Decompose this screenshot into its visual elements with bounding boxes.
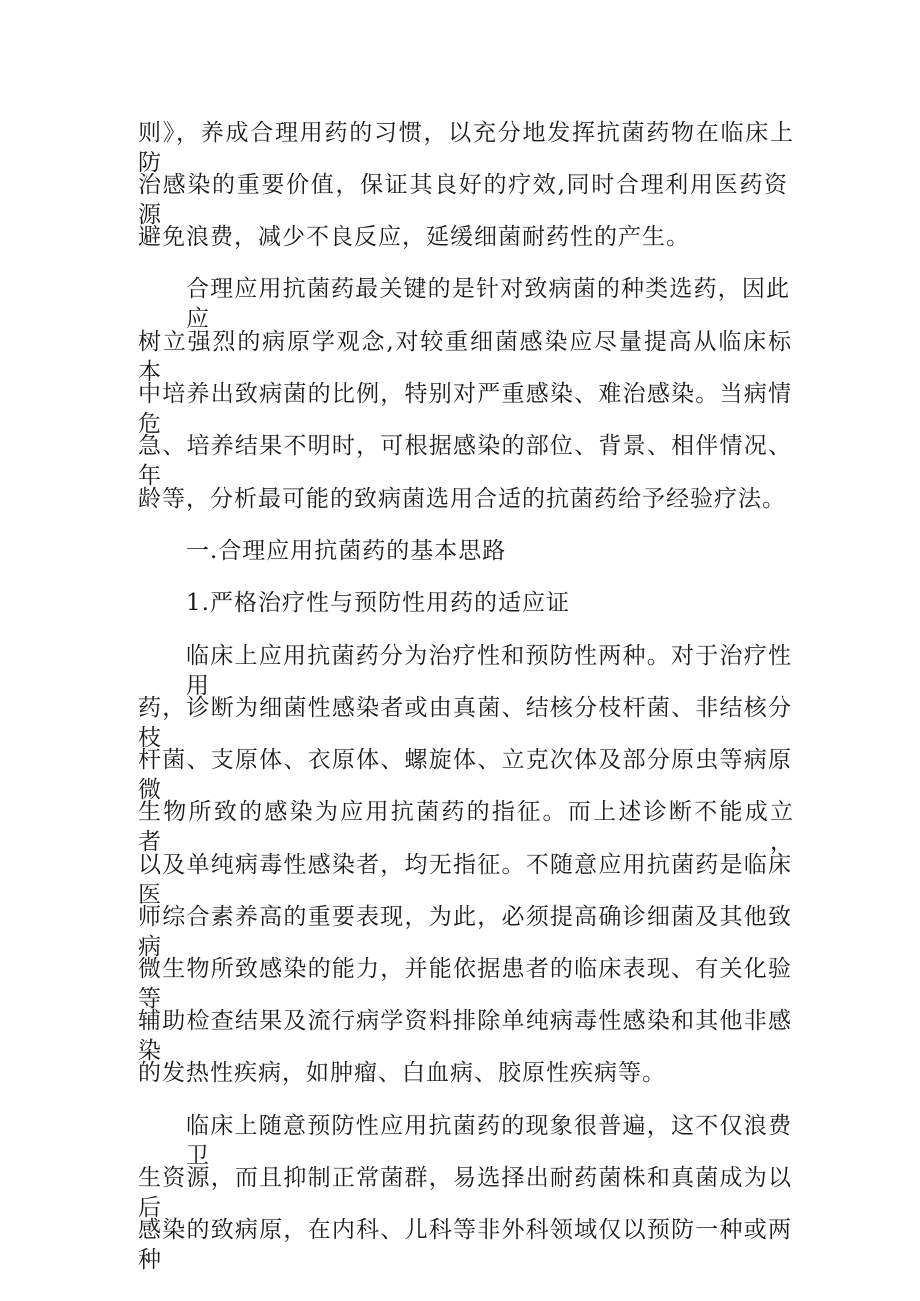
- text-line: 临床上随意预防性应用抗菌药的现象很普遍，这不仅浪费卫: [186, 1113, 792, 1169]
- text-line: 龄等，分析最可能的致病菌选用合适的抗菌药给予经验疗法。: [138, 486, 786, 512]
- text-line: 辅助检查结果及流行病学资料排除单纯病毒性感染和其他非感染: [138, 1008, 792, 1064]
- text-line: 生资源，而且抑制正常菌群，易选择出耐药菌株和真菌成为以后: [138, 1165, 792, 1221]
- text-line: 师综合素养高的重要表现，为此，必须提高确诊细菌及其他致病: [138, 904, 792, 960]
- text-line: 微生物所致感染的能力，并能依据患者的临床表现、有关化验等: [138, 956, 792, 1012]
- text-line: 急、培养结果不明时，可根据感染的部位、背景、相伴情况、年: [138, 433, 792, 489]
- text-line: 生物所致的感染为应用抗菌药的指征。而上述诊断不能成立者，: [138, 799, 794, 855]
- text-line: 的发热性疾病，如肿瘤、白血病、胶原性疾病等。: [138, 1060, 666, 1086]
- text-line: 杆菌、支原体、衣原体、螺旋体、立克次体及部分原虫等病原微: [138, 747, 792, 803]
- text-line: 临床上应用抗菌药分为治疗性和预防性两种。对于治疗性用: [186, 643, 792, 699]
- text-line: 树立强烈的病原学观念,对较重细菌感染应尽量提高从临床标本: [138, 329, 792, 385]
- text-line: 药，诊断为细菌性感染者或由真菌、结核分枝杆菌、非结核分枝: [138, 695, 792, 751]
- text-line: 则》，养成合理用药的习惯，以充分地发挥抗菌药物在临床上防: [138, 120, 794, 176]
- text-line: 合理应用抗菌药最关键的是针对致病菌的种类选药，因此应: [186, 276, 790, 332]
- subsection-heading: 1.严格治疗性与预防性用药的适应证: [186, 590, 570, 616]
- text-line: 以及单纯病毒性感染者，均无指征。不随意应用抗菌药是临床医: [138, 852, 792, 908]
- text-line: 感染的致病原，在内科、儿科等非外科领域仅以预防一种或两种: [138, 1217, 792, 1273]
- text-line: 中培养出致病菌的比例，特别对严重感染、难治感染。当病情危: [138, 381, 792, 437]
- section-heading: 一.合理应用抗菌药的基本思路: [186, 538, 507, 564]
- text-line: 治感染的重要价值，保证其良好的疗效,同时合理利用医药资源: [138, 172, 788, 228]
- text-line: 避免浪费，减少不良反应，延缓细菌耐药性的产生。: [138, 224, 690, 250]
